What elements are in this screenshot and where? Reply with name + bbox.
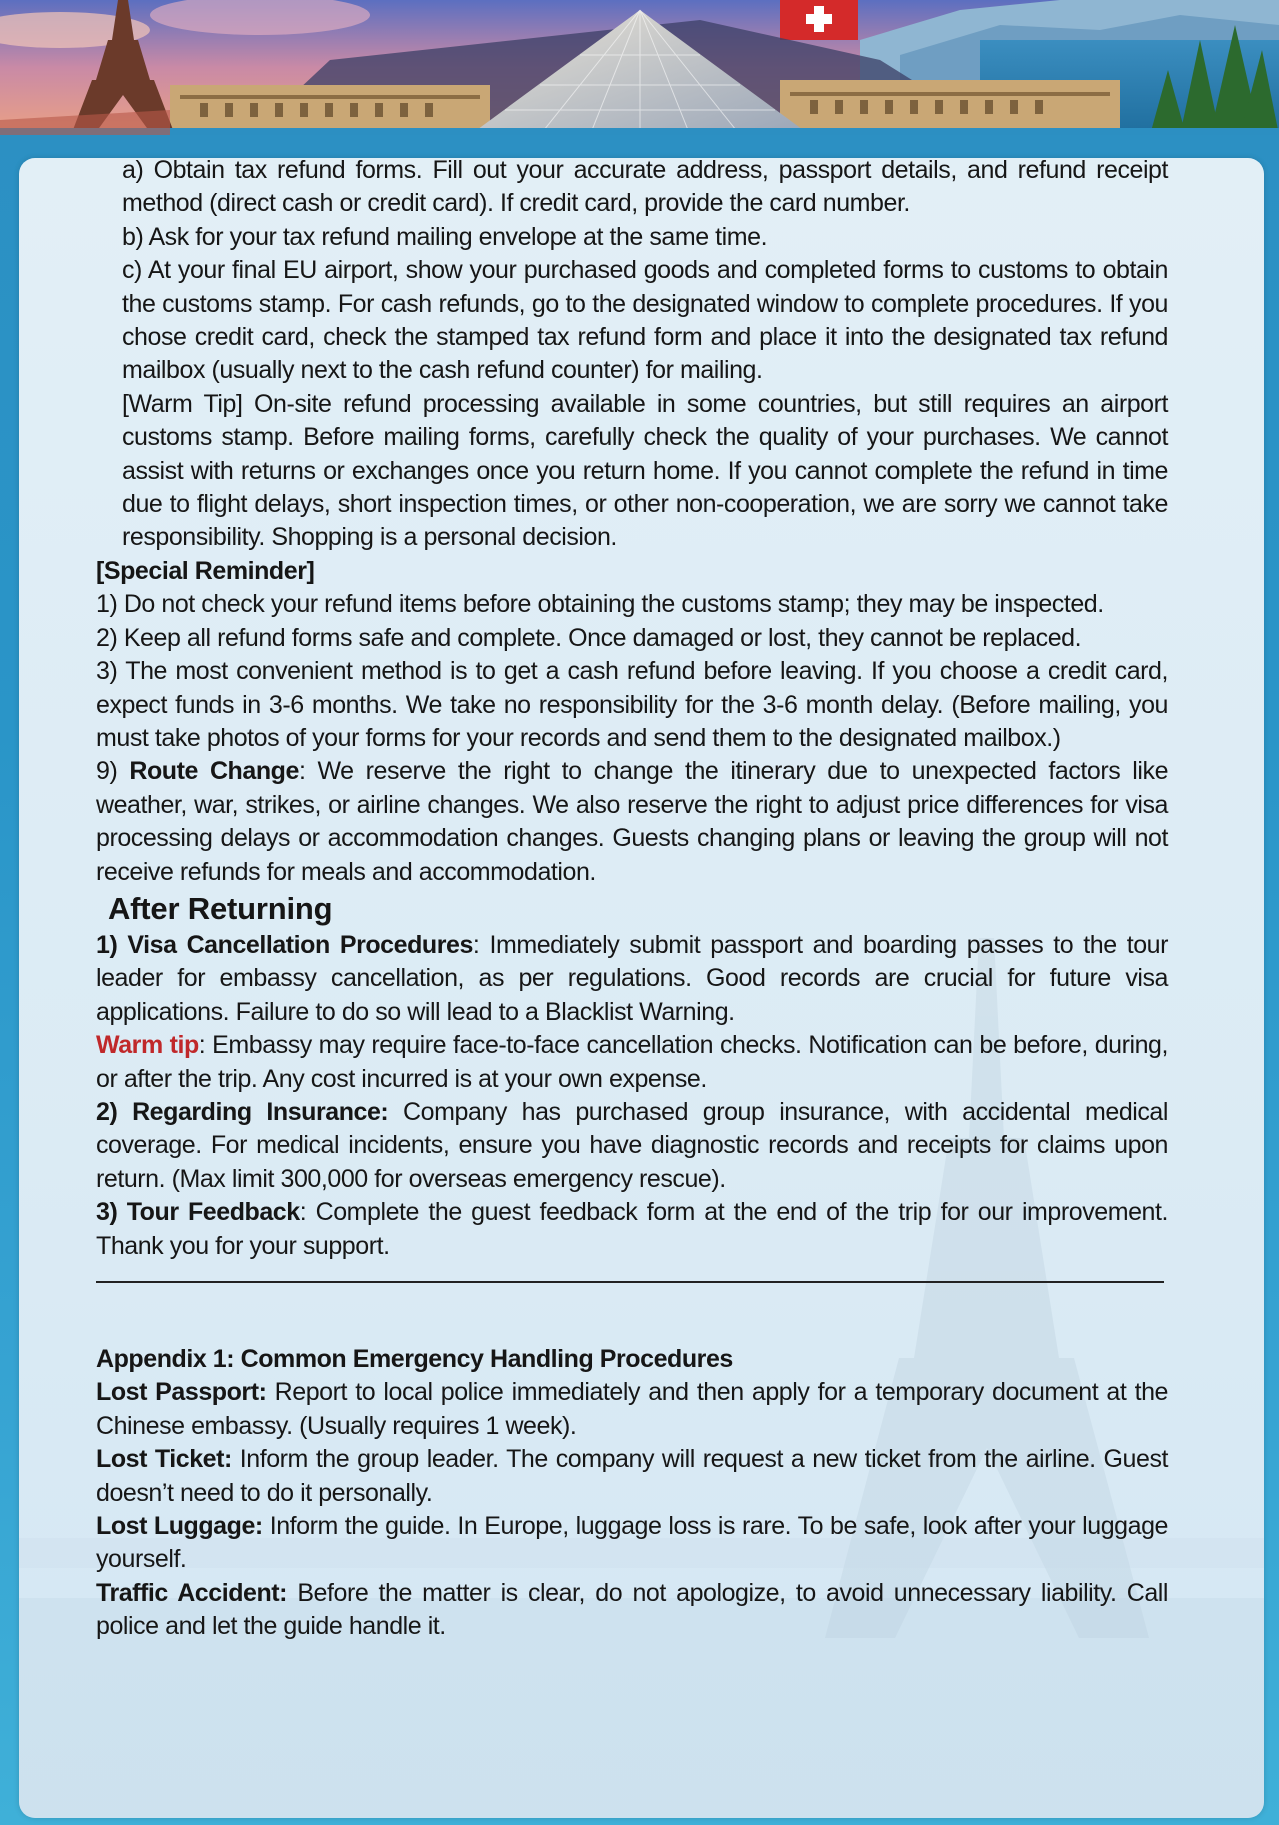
insurance-text: Company has purchased group insurance, with accidental medical coverage. For medical incidents, ensure you have diagnostic records and receipts for claims upon return. (Max limit 300,000 for overseas emergency rescue). xyxy=(96,1097,1168,1193)
route-change-prefix: 9) xyxy=(96,757,130,786)
banner-illustration xyxy=(0,0,1279,135)
route-change-paragraph xyxy=(96,755,1168,889)
feedback-label: 3) Tour Feedback xyxy=(96,1198,300,1227)
appendix-item-lost-ticket xyxy=(96,1443,1168,1510)
visa-cancellation-text: : Immediately submit passport and boarding passes to the tour leader for embassy cancellation, as per regulations. Good records are crucial for future visa applications. Failure to do so will lead to a Blacklist Warning. xyxy=(96,930,1168,1026)
appendix-item-lost-passport xyxy=(96,1376,1168,1443)
swiss-flag-icon xyxy=(780,0,858,40)
refund-warm-tip: [Warm Tip] On-site refund processing available in some countries, but still requires an airport customs stamp. Before mailing forms, carefully check the quality of your purchases. We cannot assist with returns or exchanges once you return home. If you cannot complete the refund in time due to flight delays, short inspection times, or other non-cooperation, we are sorry we cannot take responsibility. Shopping is a personal decision. xyxy=(122,389,1168,552)
special-reminder-item-2: 2) Keep all refund forms safe and complete. Once damaged or lost, they cannot be replaced. xyxy=(96,623,1082,652)
lost-luggage-text: Inform the guide. In Europe, luggage loss is rare. To be safe, look after your luggage yourself. xyxy=(96,1512,1168,1574)
appendix-item-lost-luggage xyxy=(96,1510,1168,1577)
lost-passport-label: Lost Passport: xyxy=(96,1378,267,1407)
warm-tip-paragraph xyxy=(96,1029,1168,1096)
route-change-text: : We reserve the right to change the itinerary due to unexpected factors like weather, war, strikes, or airline changes. We also reserve the right to adjust price differences for visa processing delays or accommodation changes. Guests changing plans or leaving the group will not receive refunds for meals and accommodation. xyxy=(96,757,1169,886)
refund-step-b: b) Ask for your tax refund mailing envelope at the same time. xyxy=(122,222,768,251)
header-banner xyxy=(0,0,1279,135)
warm-tip-label: Warm tip xyxy=(96,1031,199,1060)
insurance-paragraph xyxy=(96,1096,1168,1196)
traffic-accident-label: Traffic Accident: xyxy=(96,1578,288,1607)
appendix-item-traffic-accident xyxy=(96,1577,1168,1644)
lost-ticket-label: Lost Ticket: xyxy=(96,1445,232,1474)
warm-tip-text: : Embassy may require face-to-face cancellation checks. Notification can be before, during, or after the trip. Any cost incurred is at your own expense. xyxy=(96,1031,1168,1093)
special-reminder-heading: [Special Reminder] xyxy=(96,556,315,585)
lost-ticket-text: Inform the group leader. The company will request a new ticket from the airline. Guest doesn’t need to do it personally. xyxy=(96,1445,1168,1507)
feedback-text: : Complete the guest feedback form at the end of the trip for our improvement. Thank you for your support. xyxy=(96,1198,1168,1260)
after-returning-heading: After Returning xyxy=(108,890,333,926)
appendix-heading: Appendix 1: Common Emergency Handling Procedures xyxy=(96,1345,733,1373)
insurance-label: 2) Regarding Insurance: xyxy=(96,1097,389,1126)
lost-luggage-label: Lost Luggage: xyxy=(96,1512,263,1541)
section-divider xyxy=(96,1281,1164,1283)
traffic-accident-text: Before the matter is clear, do not apologize, to avoid unnecessary liability. Call police and let the guide handle it. xyxy=(96,1578,1168,1641)
route-change-label: Route Change xyxy=(129,757,299,786)
feedback-paragraph xyxy=(96,1196,1168,1263)
visa-cancellation-paragraph xyxy=(96,929,1168,1029)
document-body xyxy=(96,154,1168,1644)
refund-step-a: a) Obtain tax refund forms. Fill out your accurate address, passport details, and refund receipt method (direct cash or credit card). If credit card, provide the card number. xyxy=(122,156,1168,218)
lost-passport-text: Report to local police immediately and then apply for a temporary document at the Chinese embassy. (Usually requires 1 week). xyxy=(96,1378,1168,1440)
special-reminder-item-3: 3) The most convenient method is to get a cash refund before leaving. If you choose a credit card, expect funds in 3-6 months. We take no responsibility for the 3-6 month delay. (Before mailing, you must take photos of your forms for your records and send them to the designated mailbox.) xyxy=(96,657,1168,752)
special-reminder-item-1: 1) Do not check your refund items before obtaining the customs stamp; they may be inspected. xyxy=(96,590,1104,619)
refund-step-c: c) At your final EU airport, show your purchased goods and completed forms to customs to obtain the customs stamp. For cash refunds, go to the designated window to complete procedures. If you chose credit card, check the stamped tax refund form and place it into the designated tax refund mailbox (usually next to the cash refund counter) for mailing. xyxy=(122,256,1168,385)
visa-cancellation-label: 1) Visa Cancellation Procedures xyxy=(96,930,473,959)
